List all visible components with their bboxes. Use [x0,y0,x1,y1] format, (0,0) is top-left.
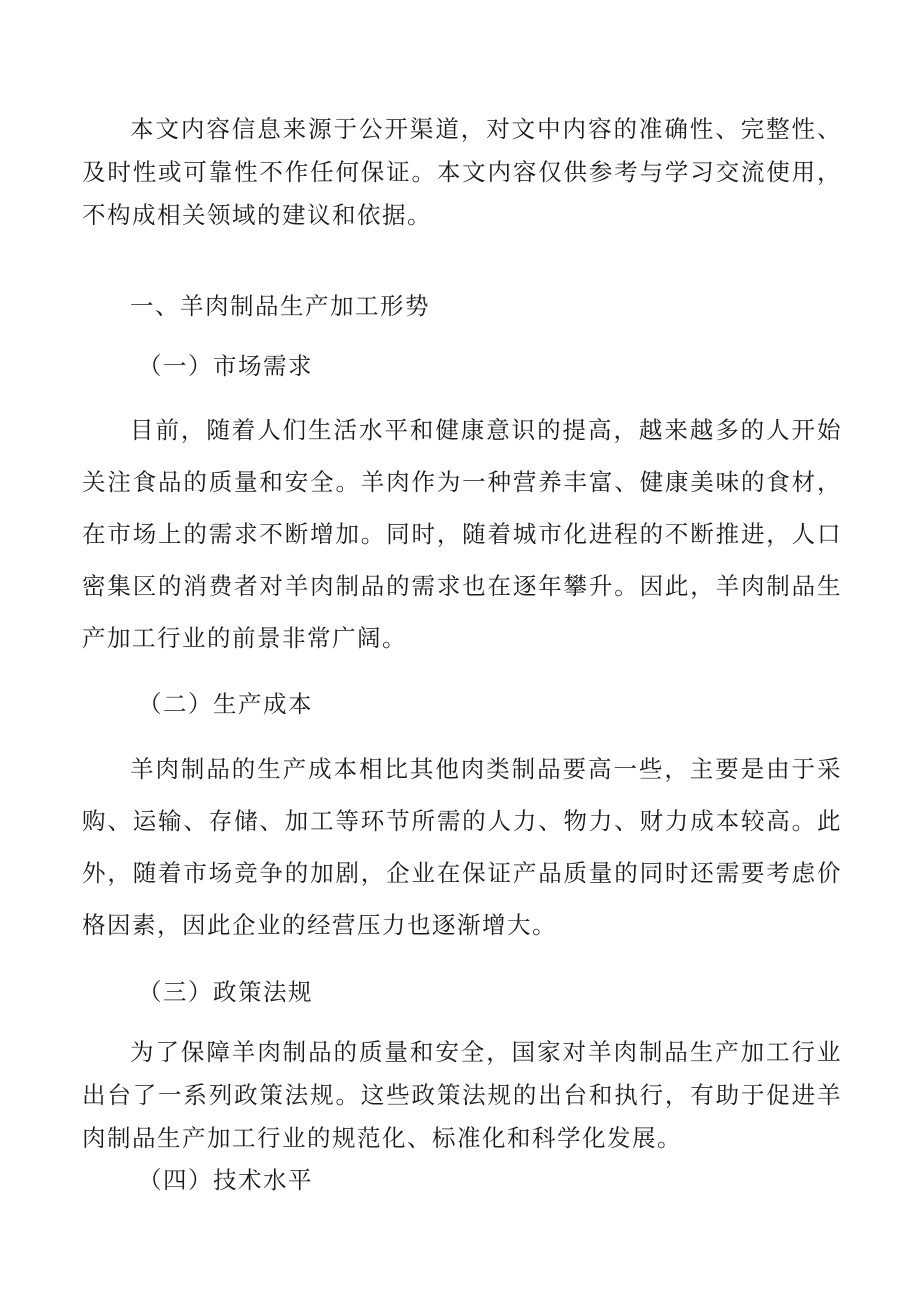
subsection-3-heading: （三）政策法规 [138,978,313,1006]
disclaimer-paragraph: 本文内容信息来源于公开渠道，对文中内容的准确性、完整性、及时性或可靠性不作任何保证。本文内容仅供参考与学习交流使用，不构成相关领域的建议和依据。 [82,115,842,229]
subsection-2-body: 羊肉制品的生产成本相比其他肉类制品要高一些，主要是由于采购、运输、存储、加工等环节所需的人力、物力、财力成本较高。此外，随着市场竞争的加剧，企业在保证产品质量的同时还需要考虑价格因素，因此企业的经营压力也逐渐增大。 [82,755,842,939]
subsection-1-body: 目前，随着人们生活水平和健康意识的提高，越来越多的人开始关注食品的质量和安全。羊肉作为一种营养丰富、健康美味的食材，在市场上的需求不断增加。同时，随着城市化进程的不断推进，人口密集区的消费者对羊肉制品的需求也在逐年攀升。因此，羊肉制品生产加工行业的前景非常广阔。 [82,416,842,652]
subsection-4-heading: （四）技术水平 [138,1166,313,1194]
section-1-heading: 一、羊肉制品生产加工形势 [130,292,430,320]
subsection-1-heading: （一）市场需求 [138,352,313,380]
subsection-3-body: 为了保障羊肉制品的质量和安全，国家对羊肉制品生产加工行业出台了一系列政策法规。这些政策法规的出台和执行，有助于促进羊肉制品生产加工行业的规范化、标准化和科学化发展。 [82,1038,842,1152]
subsection-2-heading: （二）生产成本 [138,690,313,718]
